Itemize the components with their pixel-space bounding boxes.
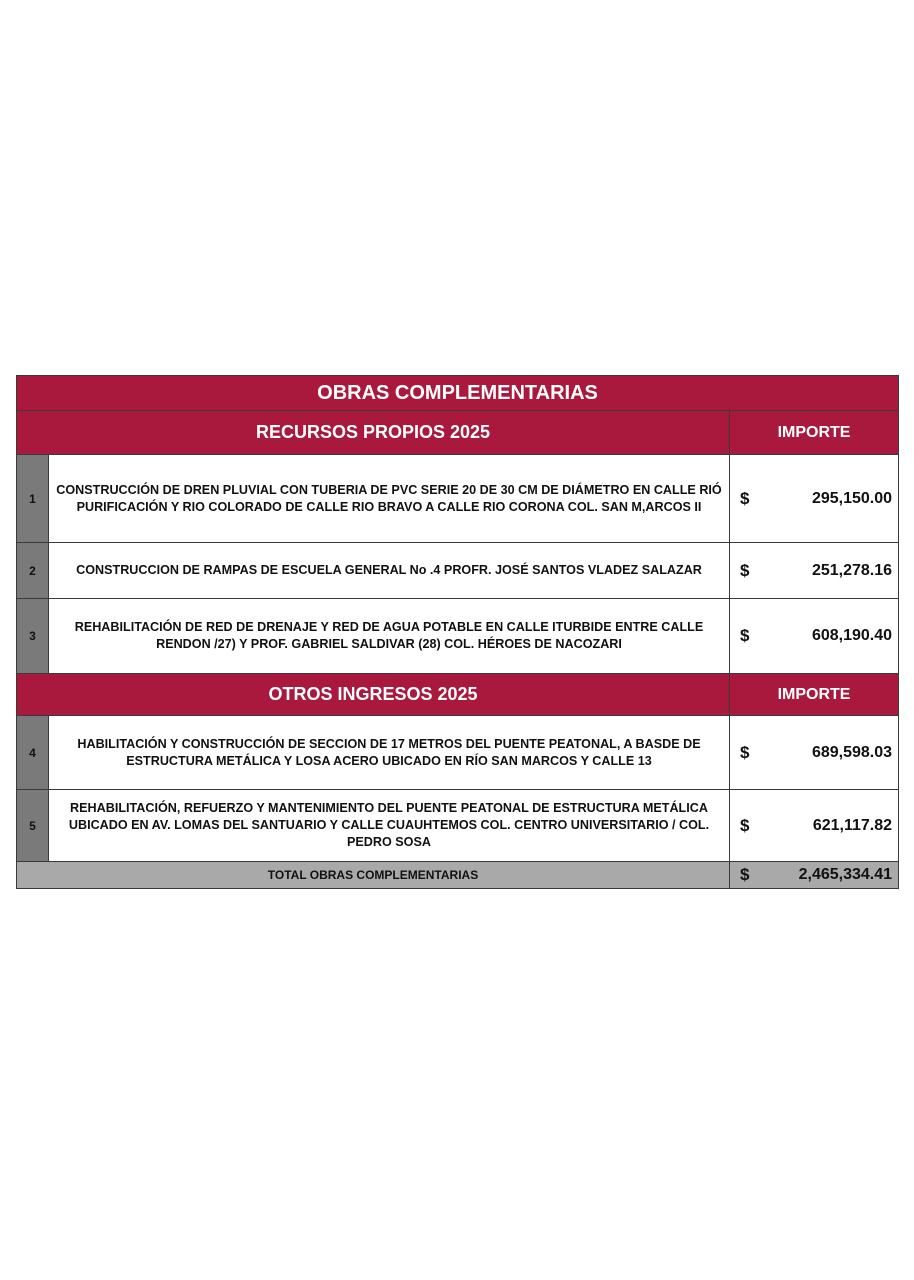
row-amount-cell	[730, 716, 899, 790]
row-amount-cell	[730, 455, 899, 543]
table-row	[17, 455, 899, 543]
table-title: OBRAS COMPLEMENTARIAS	[17, 376, 899, 411]
currency-symbol: $	[740, 626, 750, 645]
row-amount-cell	[730, 790, 899, 862]
table-row	[17, 790, 899, 862]
currency-symbol: $	[740, 865, 750, 884]
row-description: CONSTRUCCION DE RAMPAS DE ESCUELA GENERAL No .4 PROFR. JOSÉ SANTOS VLADEZ SALAZAR	[49, 543, 730, 599]
currency-symbol: $	[740, 815, 750, 835]
row-amount: 295,150.00	[811, 489, 893, 507]
row-amount-cell	[730, 599, 899, 674]
currency-symbol: $	[740, 560, 750, 580]
table-row	[17, 599, 899, 674]
row-description: REHABILITACIÓN DE RED DE DRENAJE Y RED DE AGUA POTABLE EN CALLE ITURBIDE ENTRE CALLE RENDON /27) Y PROF. GABRIEL SALDIVAR (28) COL. HÉROES DE NACOZARI	[49, 599, 730, 674]
currency-symbol: $	[740, 742, 750, 762]
section-header-row	[17, 411, 899, 455]
total-amount: 2,465,334.41	[798, 866, 893, 883]
row-description: REHABILITACIÓN, REFUERZO Y MANTENIMIENTO DEL PUENTE PEATONAL DE ESTRUCTURA METÁLICA UBICADO EN AV. LOMAS DEL SANTUARIO Y CALLE CUAUHTEMOS COL. CENTRO UNIVERSITARIO / COL. PEDRO SOSA	[49, 790, 730, 862]
table-title-row	[17, 376, 899, 411]
table-row	[17, 543, 899, 599]
row-amount: 608,190.40	[811, 627, 893, 644]
section-title: OTROS INGRESOS 2025	[17, 674, 730, 716]
row-amount-cell	[730, 543, 899, 599]
total-label: TOTAL OBRAS COMPLEMENTARIAS	[17, 862, 730, 889]
row-number: 2	[17, 543, 49, 599]
obras-complementarias-table	[16, 375, 899, 889]
amount-column-header: IMPORTE	[730, 674, 899, 716]
row-amount: 689,598.03	[811, 743, 893, 761]
section-header-row	[17, 674, 899, 716]
row-description: HABILITACIÓN Y CONSTRUCCIÓN DE SECCION DE 17 METROS DEL PUENTE PEATONAL, A BASDE DE ESTRUCTURA METÁLICA Y LOSA ACERO UBICADO EN RÍO SAN MARCOS Y CALLE 13	[49, 716, 730, 790]
row-amount: 621,117.82	[812, 816, 893, 834]
row-number: 1	[17, 455, 49, 543]
table-row	[17, 716, 899, 790]
section-title: RECURSOS PROPIOS 2025	[17, 411, 730, 455]
row-number: 4	[17, 716, 49, 790]
row-amount: 251,278.16	[811, 561, 893, 579]
amount-column-header: IMPORTE	[730, 411, 899, 455]
total-amount-cell	[730, 862, 899, 889]
row-description: CONSTRUCCIÓN DE DREN PLUVIAL CON TUBERIA DE PVC SERIE 20 DE 30 CM DE DIÁMETRO EN CALLE RIÓ PURIFICACIÓN Y RIO COLORADO DE CALLE RIO BRAVO A CALLE RIO CORONA COL. SAN M,ARCOS II	[49, 455, 730, 543]
row-number: 5	[17, 790, 49, 862]
row-number: 3	[17, 599, 49, 674]
total-row	[17, 862, 899, 889]
currency-symbol: $	[740, 488, 750, 508]
